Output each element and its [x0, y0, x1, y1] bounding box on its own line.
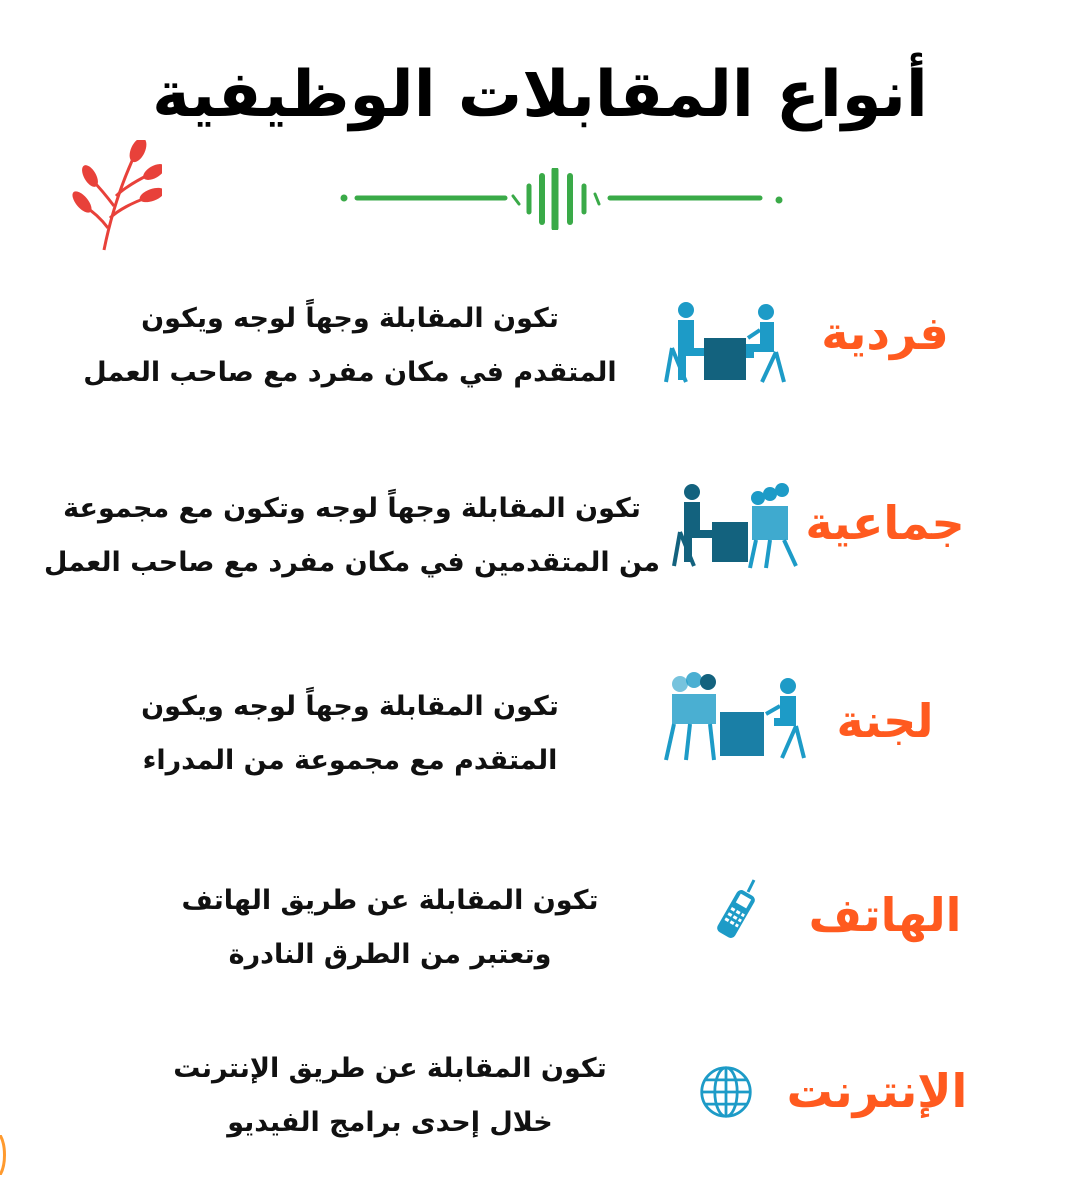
description-line-1: تكون المقابلة وجهاً لوجه ويكون	[141, 303, 559, 334]
description-line-1: تكون المقابلة وجهاً لوجه ويكون	[141, 691, 559, 722]
mobile-phone-icon	[712, 878, 762, 948]
interview-type-internet	[0, 1040, 1080, 1190]
page-title: أنواع المقابلات الوظيفية	[152, 58, 928, 132]
type-description	[120, 1042, 660, 1150]
description-line-2: خلال إحدى برامج الفيديو	[227, 1107, 553, 1138]
description-line-2: المتقدم في مكان مفرد مع صاحب العمل	[83, 357, 617, 388]
interview-type-phone	[0, 872, 1080, 1022]
interview-type-individual	[0, 290, 1080, 440]
type-description	[30, 680, 670, 788]
description-line-1: تكون المقابلة عن طريق الهاتف	[181, 885, 599, 916]
type-label: الهاتف	[808, 888, 962, 942]
description-line-1: تكون المقابلة عن طريق الإنترنت	[173, 1053, 607, 1084]
type-description	[22, 482, 682, 590]
type-label: جماعية	[805, 496, 965, 550]
globe-icon	[698, 1064, 754, 1120]
interview-type-committee	[0, 678, 1080, 828]
group-table-icon	[672, 482, 802, 572]
orange-edge-mark	[0, 1135, 8, 1175]
type-description	[130, 874, 650, 982]
type-label: لجنة	[836, 694, 934, 748]
type-label: الإنترنت	[786, 1064, 968, 1118]
type-label: فردية	[821, 306, 949, 360]
description-line-1: تكون المقابلة وجهاً لوجه وتكون مع مجموعة	[63, 493, 641, 524]
leaf-branch-icon	[72, 140, 162, 255]
type-description	[30, 292, 670, 400]
committee-table-icon	[660, 672, 810, 767]
interview-type-group	[0, 480, 1080, 630]
two-people-table-icon	[662, 298, 792, 388]
description-line-2: المتقدم مع مجموعة من المدراء	[142, 745, 558, 776]
description-line-2: من المتقدمين في مكان مفرد مع صاحب العمل	[43, 547, 661, 578]
description-line-2: وتعتبر من الطرق النادرة	[228, 939, 552, 970]
title-divider	[335, 168, 790, 230]
